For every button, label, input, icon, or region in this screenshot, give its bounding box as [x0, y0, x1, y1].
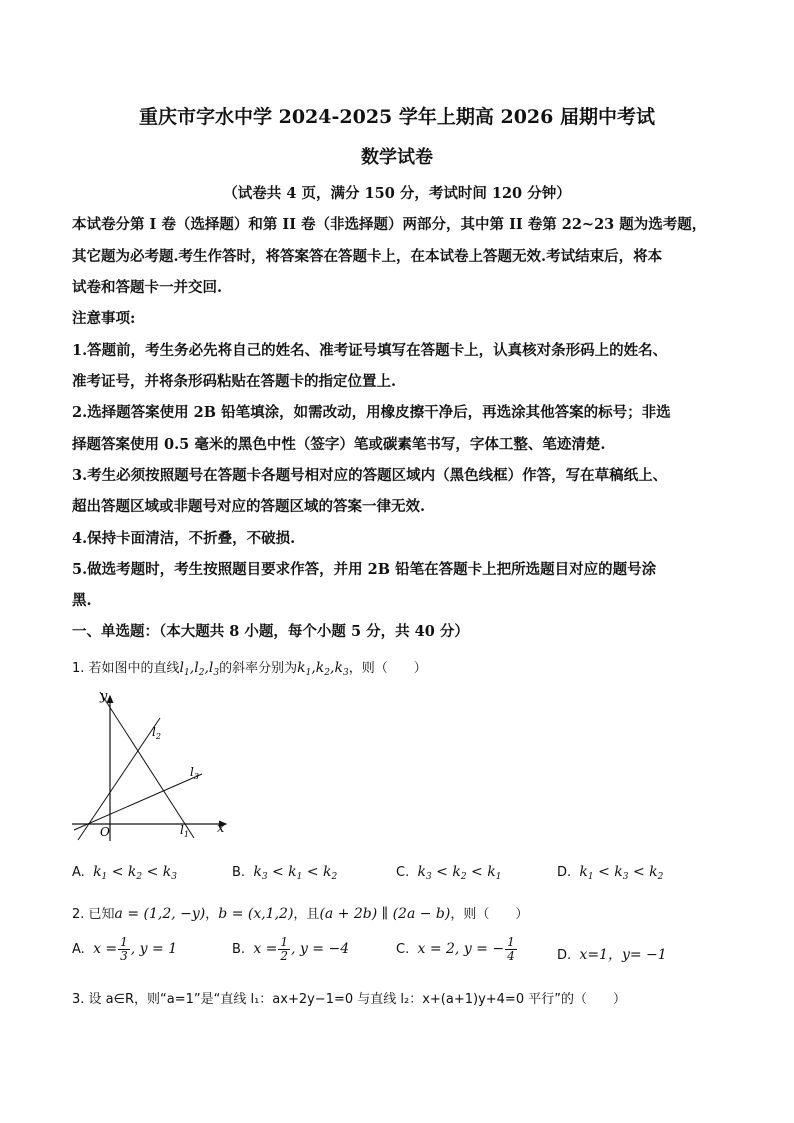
- q1-prefix: 1. 若如图中的直线: [72, 661, 180, 676]
- line-l1: [100, 692, 194, 838]
- q1-mid: 的斜率分别为: [219, 661, 298, 676]
- q1-slopes-math: $k_1,k_2,k_3$: [297, 660, 349, 678]
- notice-line-2: 准考证号，并将条形码粘贴在答题卡的指定位置上.: [72, 373, 397, 390]
- q2-option-a[interactable]: A. x = $\frac{1}{3}$ , y = 1: [72, 935, 178, 963]
- q2-option-b-label: B.: [232, 942, 246, 957]
- intro-line-3: 试卷和答题卡一并交回.: [72, 279, 223, 296]
- q1-option-b[interactable]: B. $k_3 < k_1 < k_2$: [232, 864, 338, 882]
- q1-option-b-label: B.: [232, 865, 246, 880]
- question-2: 2. 已知a = (1,2, −y)，b = (x,1,2)，且(a + 2b) ∥ (2a − b)，则（ ）: [72, 906, 529, 922]
- q1-option-d-label: D.: [557, 865, 572, 880]
- notice-line-1: 1.答题前，考生务必先将自己的姓名、准考证号填写在答题卡上，认真核对条形码上的姓名、: [72, 342, 668, 359]
- exam-subtitle: 数学试卷: [361, 147, 433, 168]
- q2-parallel-math: (a + 2b) ∥ (2a − b): [319, 906, 451, 922]
- q1-option-d[interactable]: D. $k_1 < k_3 < k_2$: [557, 864, 664, 882]
- q2-option-b[interactable]: B. x = $\frac{1}{2}$ , y = −4: [232, 935, 350, 963]
- q2-vec-a: a = (1,2, −y): [114, 906, 206, 922]
- q1-option-c[interactable]: C. $k_3 < k_2 < k_1$: [396, 864, 502, 882]
- q1-lines-math: $l_1,l_2,l_3$: [179, 660, 220, 678]
- section-heading: 一、单选题：（本大题共 8 小题，每个小题 5 分，共 40 分）: [72, 623, 469, 640]
- q1-option-a[interactable]: A. $k_1 < k_2 < k_3$: [72, 864, 177, 882]
- q2-option-c-label: C.: [396, 942, 410, 957]
- l3-label: $l_3$: [190, 765, 199, 781]
- q2-option-a-label: A.: [72, 942, 85, 957]
- l2-label: $l_2$: [152, 725, 161, 741]
- q2-prefix: 2. 已知: [72, 907, 115, 922]
- q2-cond: ，且: [293, 907, 320, 922]
- q2-option-d[interactable]: D. x=1，y= −1: [557, 947, 667, 963]
- notice-line-6: 超出答题区域或非题号对应的答题区域的答案一律无效.: [72, 498, 426, 515]
- intro-line-2: 其它题为必考题.考生作答时，将答案答在答题卡上，在本试卷上答题无效.考试结束后，将本: [72, 248, 663, 265]
- x-label: x: [217, 821, 225, 836]
- intro-line-1: 本试卷分第 I 卷（选择题）和第 II 卷（非选择题）两部分，其中第 II 卷第 22~23 题为选考题，: [72, 216, 707, 233]
- origin-label: O: [100, 825, 110, 839]
- q1-suffix: ，则（ ）: [348, 661, 427, 676]
- question-3: 3. 设 a∈R，则“a=1”是“直线 l₁：ax+2y−1=0 与直线 l₂：x+(a+1)y+4=0 平行”的（ ）: [72, 992, 626, 1007]
- q1-option-c-label: C.: [396, 865, 410, 880]
- exam-title: 重庆市字水中学 2024-2025 学年上期高 2026 届期中考试: [139, 106, 655, 128]
- exam-info: （试卷共 4 页，满分 150 分，考试时间 120 分钟）: [223, 185, 571, 202]
- q2-suffix: ，则（ ）: [450, 907, 529, 922]
- q2-option-d-label: D.: [557, 948, 572, 963]
- notice-line-4: 择题答案使用 0.5 毫米的黑色中性（签字）笔或碳素笔书写，字体工整、笔迹清楚.: [72, 436, 606, 453]
- l1-label: $l_1$: [180, 823, 189, 839]
- question-1: [72, 657, 427, 678]
- notice-line-8: 5.做选考题时，考生按照题目要求作答，并用 2B 铅笔在答题卡上把所选题目对应的题号涂: [72, 561, 657, 578]
- notice-line-5: 3.考生必须按照题号在答题卡各题号相对应的答题区域内（黑色线框）作答，写在草稿纸上、: [72, 467, 668, 484]
- q2-option-c[interactable]: C. x = 2, y = − $\frac{1}{4}$: [396, 935, 515, 963]
- line-l2: [78, 718, 160, 840]
- notice-line-9: 黑.: [72, 592, 92, 609]
- q1-figure: [68, 686, 238, 846]
- notice-line-3: 2.选择题答案使用 2B 铅笔填涂，如需改动，用橡皮擦干净后，再选涂其他答案的标号；非选: [72, 404, 671, 421]
- q1-option-a-label: A.: [72, 865, 85, 880]
- notice-line-7: 4.保持卡面清洁，不折叠，不破损.: [72, 530, 296, 547]
- q2-vec-b: b = (x,1,2): [218, 906, 294, 922]
- line-l3: [74, 774, 202, 830]
- notice-title: 注意事项:: [72, 310, 136, 327]
- y-label: y: [100, 689, 108, 704]
